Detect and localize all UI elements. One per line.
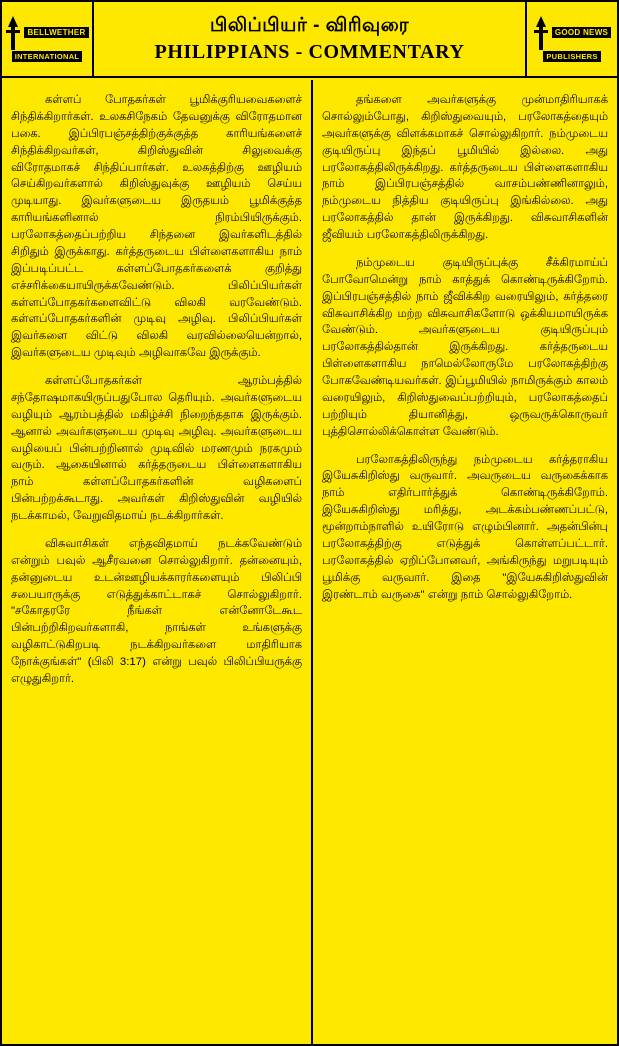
- left-logo-line2: INTERNATIONAL: [12, 51, 83, 62]
- page-title: [94, 2, 525, 76]
- paragraph: நம்முடைய குடியிருப்புக்கு சீக்கிரமாய்ப் போவோமென்று நாம் காத்துக் கொண்டிருக்கிறோம். இப்பிரபஞ்சத்தில் நாம் ஜீவிக்கிற வரையிலும், கர்த்தரை விசுவாசிக்கிற மற்ற விசுவாசிகளோடு ஒக்கியமாயிருக்க வேண்டும். அவர்களுடைய குடியிருப்பும் பரலோகத்தில்தான் இருக்கிறது. கர்த்தருடைய பிள்ளைகளாகிய நாமெல்லோருமே பரலோகத்திற்கு போகவேண்டியவர்கள். இப்பூமியில் நாமிருக்கும் காலம் வரையிலும், கிறிஸ்துவைப்பற்றியும், பரலோகத்தைப் பற்றியும் தியானித்து, ஒருவருக்கொருவர் புத்திசொல்லிக்கொள்ள வேண்டும்.: [322, 256, 608, 438]
- paragraph: விசுவாசிகள் எந்தவிதமாய் நடக்கவேண்டும் என்றும் பவுல் ஆசீரவனை சொல்லுகிறார். தன்னையும், தன்னுடைய உடன்ஊழியக்காரர்களையும் பிலிப்பி சபையாருக்கு எடுத்துக்காட்டாகச் சொல்லுகிறார். "சகோதரரே நீங்கள் என்னோடேகூட பின்பற்றிகிறவர்களாகி, நாங்கள் உங்களுக்கு வழிகாட்டுகிறபடி நடக்கிறவர்களை மாதிரியாக நோக்குங்கள்" (பிலி 3:17) என்று பவுல் பிலிப்பியருக்கு எழுதுகிறார்.: [11, 537, 302, 685]
- body-columns: [2, 80, 617, 1044]
- right-logo-line2: PUBLISHERS: [543, 51, 600, 62]
- title-english: PHILIPPIANS - COMMENTARY: [154, 41, 465, 64]
- column-right: [313, 80, 617, 1044]
- title-tamil: பிலிப்பியர் - விரிவுரை: [209, 14, 410, 36]
- right-logo-line1: GOOD NEWS: [552, 27, 611, 38]
- torch-icon: [533, 16, 549, 50]
- page-header: [2, 2, 617, 78]
- column-left: [2, 80, 313, 1044]
- paragraph: தங்களை அவர்களுக்கு முன்மாதிரியாகக் சொல்லும்போது, கிறிஸ்துவையும், பரலோகத்தையும் அவர்களுக்கு விளக்கமாகச் சொல்லுகிறார். நம்முடைய குடியிருப்பு இந்தப் பூமியில் இல்லை. அது பரலோகத்திலிருக்கிறது. கர்த்தருடைய பிள்ளைகளாகிய நாம் இப்பிரபஞ்சத்தில் வாசம்பண்ணினாலும், நம்முடைய நித்திய குடியிருப்பு இங்கில்லை. அது பரலோகத்தில் தான் இருக்கிறது. விசுவாசிகளின் ஜீவியம் பரலோகத்திலிருக்கிறது.: [322, 94, 608, 241]
- paragraph: பரலோகத்திலிருந்து நம்முடைய கர்த்தராகிய இயேசுகிறிஸ்து வருவார். அவருடைய வருகைக்காக நாம் எதிர்பார்த்துக் கொண்டிருக்கிறோம். இயேசுகிறிஸ்து மரித்து, அடக்கம்பண்ணப்பட்டு, மூன்றாம்நாளில் உயிரோடு எழும்பினார். அதன்பின்பு பரலோகத்திற்கு எடுத்துக் கொள்ளப்பட்டார். பரலோகத்தில் ஏறிப்போனவர், அங்கிருந்து மறுபடியும் பூமிக்கு வருவார். இதை "இயேசுகிறிஸ்துவின் இரண்டாம் வருகை" என்று நாம் சொல்லுகிறோம்.: [322, 453, 608, 601]
- torch-icon: [5, 16, 21, 50]
- paragraph: கள்ளப்போதகர்கள் ஆரம்பத்தில் சந்தோஷமாகயிருப்பதுபோல தெரியும். அவர்களுடைய வழியும் ஆரம்பத்தில் மகிழ்ச்சி நிறைந்ததாக இருக்கும். ஆனால் அவர்களுடைய முடிவு அழிவு. அவர்களுடைய வழியைப் பின்பற்றினால் முடிவில் மரணமும் நரகமும் வரும். ஆகையினால் கர்த்தருடைய பிள்ளைகளாகிய நாம் கள்ளப்போதகர்களின் வழிகளைப் பின்பற்றக்கூடாது. அவர்கள் கிறிஸ்துவின் வழியில் நடக்காமல், வேறுவிதமாய் நடக்கிறார்கள்.: [11, 375, 302, 522]
- publisher-logo-right: [525, 2, 617, 76]
- paragraph: கள்ளப் போதகர்கள் பூமிக்குரியவைகளைச் சிந்திக்கிறார்கள். உலகசிநேகம் தேவனுக்கு விரோதமான பகை. இப்பிரபஞ்சத்திற்குக்குத்த காரியங்களைச் சிந்திக்கிறவர்கள், கிறிஸ்துவின் சிலுவைக்கு விரோதமாகச் சிந்திப்பார்கள். உலகத்திற்கு ஊழியம் செய்கிறவர்களால் கிறிஸ்துவுக்கு ஊழியம் செய்ய முடியாது. இவர்களுடைய இருதயம் பூமிக்குத்த காரியங்களினால் நிரம்பியிருக்கும். பரலோகத்தைப்பற்றிய சிந்தனை இவர்களிடத்தில் சிறிதும் இருக்காது. கர்த்தருடைய பிள்ளைகளாகிய நாம் இப்படிப்பட்ட கள்ளப்போதகர்களைக் குறித்து எச்சரிக்கையாயிருக்கவேண்டும். பிலிப்பியர்கள் கள்ளப்போதகர்களைவிட்டு விலகி வரவேண்டும். கள்ளப்போதகர்களின் முடிவு அழிவு. பிலிப்பியர்கள் இவர்களை விட்டு விலகி வரவில்லையென்றால், இவர்களுடைய முடிவும் அழிவாகவே இருக்கும்.: [11, 94, 302, 360]
- left-logo-line1: BELLWETHER: [24, 27, 88, 38]
- publisher-logo-left: [2, 2, 94, 76]
